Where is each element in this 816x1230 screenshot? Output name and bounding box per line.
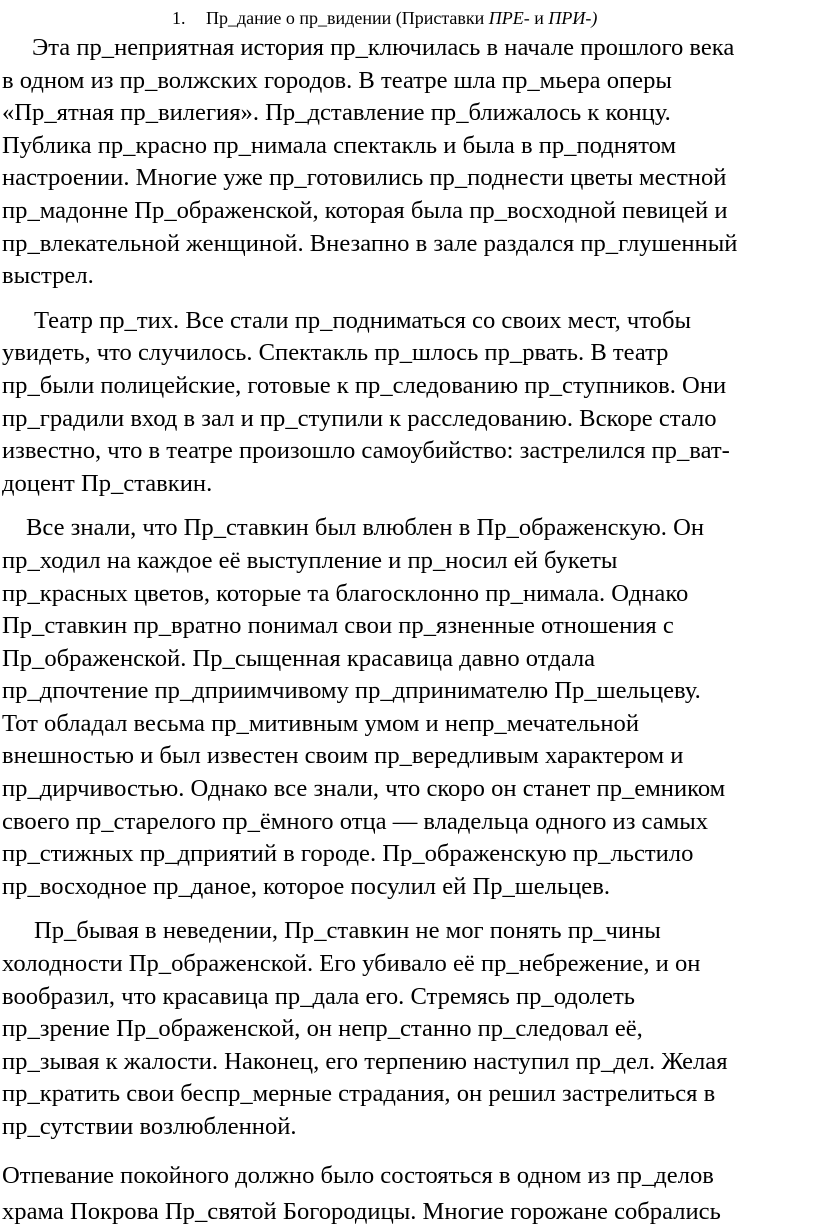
text-line: Публика пр_красно пр_нимала спектакль и была в пр_поднятом: [2, 131, 677, 159]
text-line: пр_дпочтение пр_дприимчивому пр_дпринимателю Пр_шельцеву.: [2, 677, 701, 705]
text-line: пр_красных цветов, которые та благосклонно пр_нимала. Однако: [2, 579, 689, 607]
text-line: Пр_ображенской. Пр_сыщенная красавица давно отдала: [2, 644, 596, 672]
text-line: «Пр_ятная пр_вилегия». Пр_дставление пр_ближалось к концу.: [2, 99, 671, 127]
text-line: пр_ходил на каждое её выступление и пр_носил ей букеты: [2, 546, 618, 574]
text-line: Пр_ставкин пр_вратно понимал свои пр_язненные отношения с: [2, 612, 674, 640]
prefix-pri: ПРИ-): [548, 8, 598, 28]
text-line: пр_восходное пр_даное, которое посулил ей Пр_шельцев.: [2, 872, 610, 900]
paragraph-3: [2, 512, 814, 903]
text-line: пр_мадонне Пр_ображенской, которая была пр_восходной певицей и: [2, 196, 728, 224]
text-line: пр_кратить свои беспр_мерные страдания, он решил застрелиться в: [2, 1080, 716, 1108]
text-line: пр_дирчивостью. Однако все знали, что скоро он станет пр_емником: [2, 775, 726, 803]
text-line: Все знали, что Пр_ставкин был влюблен в Пр_ображенскую. Он: [26, 514, 705, 542]
text-line: пр_градили вход в зал и пр_ступили к расследованию. Вскоре стало: [2, 404, 717, 432]
text-line: выстрел.: [2, 262, 94, 290]
prefix-pre: ПРЕ-: [488, 8, 530, 28]
text-line: внешностью и был известен своим пр_вередливым характером и: [2, 742, 684, 770]
text-line: Театр пр_тих. Все стали пр_подниматься со своих мест, чтобы: [34, 306, 692, 334]
text-line: увидеть, что случилось. Спектакль пр_шлось пр_рвать. В театр: [2, 339, 669, 367]
text-line: пр_зывая к жалости. Наконец, его терпению наступил пр_дел. Желая: [2, 1047, 728, 1075]
text-line: Отпевание покойного должно было состояться в одном из пр_делов: [2, 1161, 714, 1189]
text-line: доцент Пр_ставкин.: [2, 469, 213, 497]
text-line: пр_были полицейские, готовые к пр_следованию пр_ступников. Они: [2, 371, 727, 399]
paragraph-2: [2, 305, 814, 501]
task-number: 1.: [172, 8, 186, 28]
text-line: пр_зрение Пр_ображенской, он непр_станно пр_следовал её,: [2, 1015, 643, 1043]
text-line: своего пр_старелого пр_ёмного отца — владельца одного из самых: [2, 807, 709, 835]
text-line: Пр_бывая в неведении, Пр_ставкин не мог понять пр_чины: [34, 917, 661, 945]
text-line: Тот обладал весьма пр_митивным умом и непр_мечательной: [2, 709, 639, 737]
text-line: известно, что в театре произошло самоубийство: застрелился пр_ват-: [2, 437, 730, 465]
text-line: холодности Пр_ображенской. Его убивало её пр_небрежение, и он: [2, 950, 701, 978]
text-line: настроении. Многие уже пр_готовились пр_поднести цветы местной: [2, 164, 727, 192]
conjunction: и: [529, 8, 549, 28]
text-line: вообразил, что красавица пр_дала его. Стремясь пр_одолеть: [2, 982, 635, 1010]
text-line: в одном из пр_волжских городов. В театре шла пр_мьера оперы: [2, 66, 672, 94]
text-line: Эта пр_неприятная история пр_ключилась в начале прошлого века: [32, 34, 735, 61]
text-line: храма Покрова Пр_святой Богородицы. Многие горожане собрались: [2, 1197, 721, 1225]
text-line: пр_стижных пр_дприятий в городе. Пр_ображенскую пр_льстило: [2, 840, 694, 868]
paragraph-4: [2, 915, 814, 1143]
text-line: пр_сутствии возлюбленной.: [2, 1113, 297, 1140]
paragraph-5: [2, 1158, 814, 1230]
task-heading: [2, 6, 814, 30]
task-title: Пр_дание о пр_видении (Приставки: [206, 8, 489, 28]
paragraph-1: [2, 32, 814, 293]
text-line: пр_влекательной женщиной. Внезапно в зале раздался пр_глушенный: [2, 229, 738, 257]
